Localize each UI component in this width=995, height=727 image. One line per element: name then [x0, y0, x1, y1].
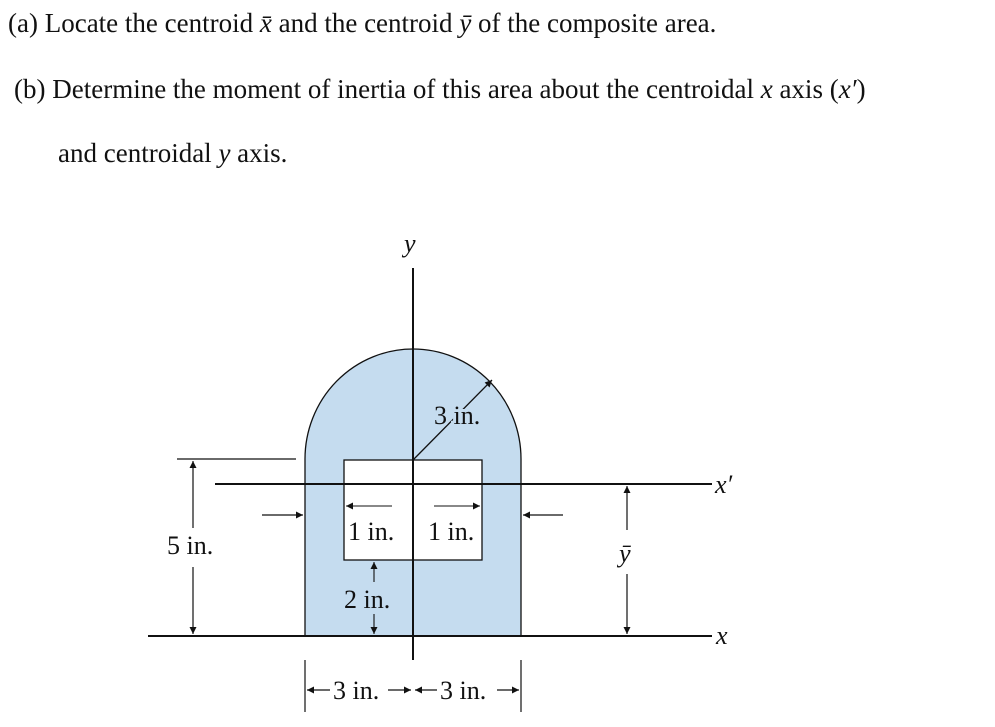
part-a-middle: and the centroid: [271, 8, 460, 38]
x-axis-label: x: [716, 621, 728, 650]
part-a-suffix: of the composite area.: [471, 8, 717, 38]
part-b-close-paren: ): [856, 74, 866, 104]
hole-bottom-label: 2 in.: [344, 585, 391, 614]
height-label: 5 in.: [167, 531, 214, 560]
part-b-prefix: (b) Determine the moment of inertia of this area about the centroidal: [14, 74, 761, 104]
ybar-dim-label: ȳ: [619, 539, 631, 568]
base-right-label: 3 in.: [440, 676, 487, 705]
y-axis-label: y: [404, 229, 416, 258]
ybar-symbol: ȳ: [459, 8, 472, 38]
y-variable: y: [218, 138, 231, 168]
part-b-line2-suffix: axis.: [230, 138, 288, 168]
x-variable: x: [760, 74, 773, 104]
hole-right-width-label: 1 in.: [428, 517, 475, 546]
xbar-symbol: x̄: [259, 8, 272, 38]
base-left-label: 3 in.: [333, 676, 380, 705]
part-b-line2-prefix: and centroidal: [58, 138, 219, 168]
part-b-axis-word: axis (: [772, 74, 839, 104]
radius-label: 3 in.: [434, 401, 481, 430]
xprime-symbol: x′: [838, 74, 857, 104]
part-a-prefix: (a) Locate the centroid: [8, 8, 260, 38]
hole-left-width-label: 1 in.: [348, 517, 395, 546]
x-prime-axis-label: x′: [715, 470, 733, 499]
